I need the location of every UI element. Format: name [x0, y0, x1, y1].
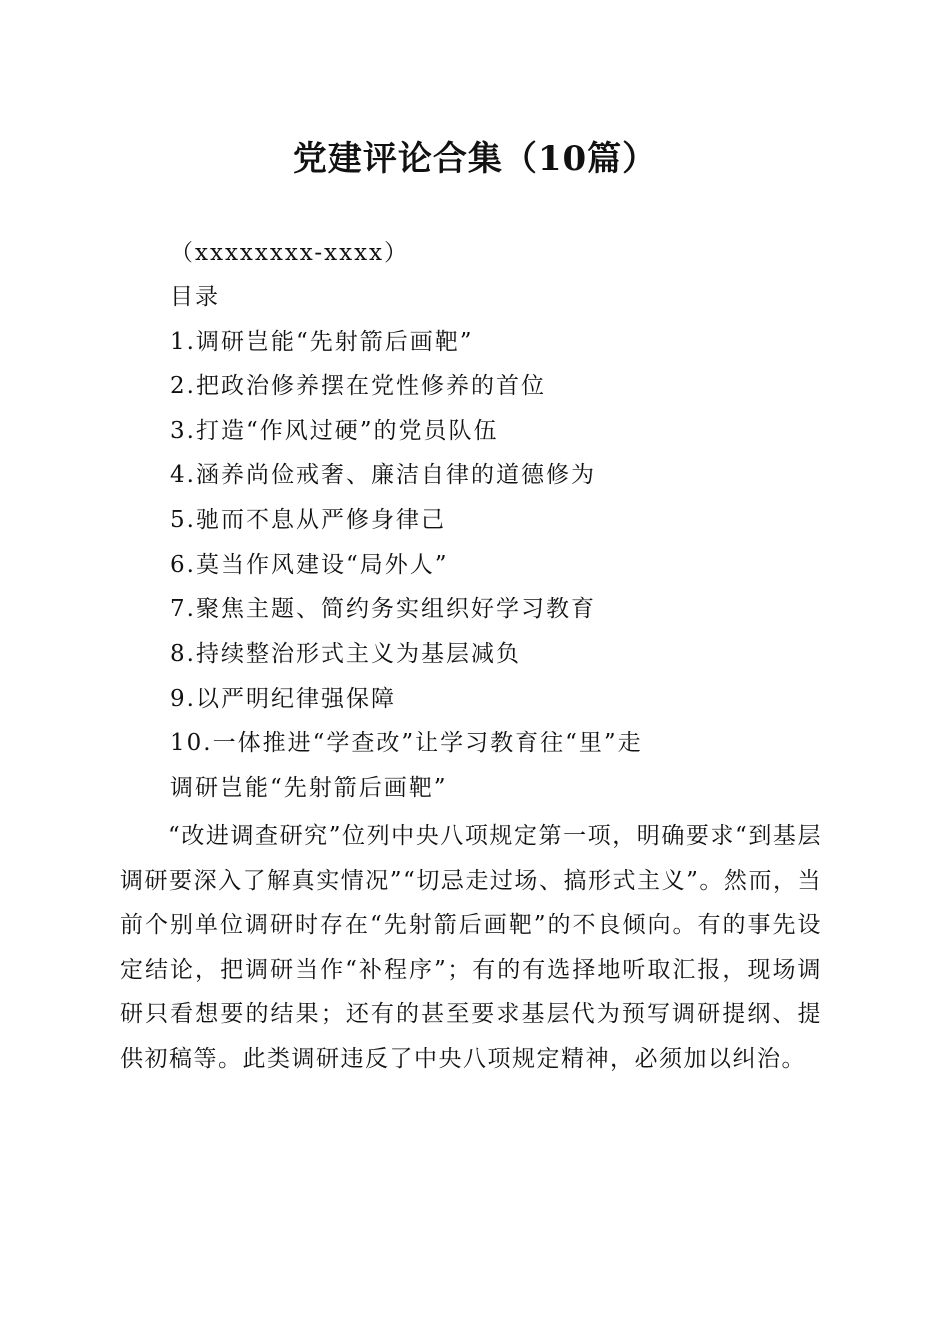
document-title: 党建评论合集（10篇） [292, 139, 658, 179]
toc-item: 4.涵养尚俭戒奢、廉洁自律的道德修为 [170, 462, 596, 488]
toc-heading: 目录 [170, 284, 220, 310]
toc-item: 5.驰而不息从严修身律己 [170, 507, 446, 533]
toc-item: 7.聚焦主题、简约务实组织好学习教育 [170, 596, 596, 622]
toc-item: 2.把政治修养摆在党性修养的首位 [170, 373, 546, 399]
toc-item: 3.打造“作风过硬”的党员队伍 [170, 418, 499, 444]
toc-item: 10.一体推进“学查改”让学习教育往“里”走 [170, 730, 643, 756]
section-title: 调研岂能“先射箭后画靶” [170, 775, 448, 801]
body-paragraph: “改进调查研究”位列中央八项规定第一项，明确要求“到基层调研要深入了解真实情况”“切忌走过场、搞形式主义”。然而，当前个别单位调研时存在“先射箭后画靶”的不良倾向。有的事先设定结论，把调研当作“补程序”；有的有选择地听取汇报，现场调研只看想要的结果；还有的甚至要求基层代为预写调研提纲、提供初稿等。此类调研违反了中央八项规定精神，必须加以纠治。 [120, 823, 822, 1072]
toc-item: 1.调研岂能“先射箭后画靶” [170, 329, 474, 355]
toc-item: 8.持续整治形式主义为基层减负 [170, 641, 521, 667]
toc-item: 6.莫当作风建设“局外人” [170, 552, 449, 578]
date-range: （xxxxxxxx-xxxx） [170, 240, 410, 266]
toc-item: 9.以严明纪律强保障 [170, 686, 396, 712]
